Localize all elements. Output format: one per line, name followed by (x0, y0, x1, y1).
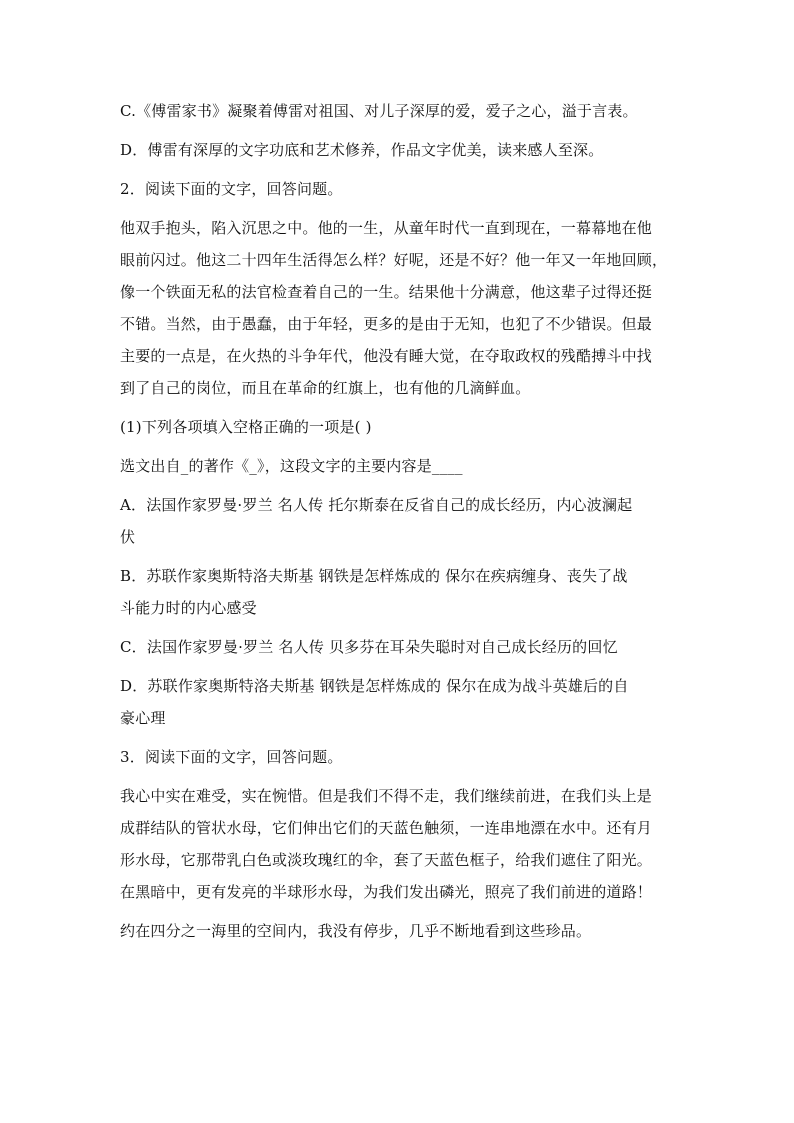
question-2-option-c (120, 631, 680, 663)
text-line: 约在四分之一海里的空间内，我没有停步，几乎不断地看到这些珍品。 (120, 922, 592, 940)
question-2-passage (120, 212, 680, 404)
text-line: (1)下列各项填入空格正确的一项是( ) (120, 418, 372, 436)
option-c-q1 (120, 95, 680, 127)
text-line: 在黑暗中，更有发亮的半球形水母，为我们发出磷光，照亮了我们前进的道路！ (120, 883, 653, 901)
question-2-stem (120, 450, 680, 482)
document-page (120, 95, 680, 954)
question-2-option-b (120, 560, 680, 624)
text-line: 成群结队的管状水母，它们伸出它们的天蓝色触须，一连串地漂在水中。还有月 (120, 819, 653, 837)
text-line: 眼前闪过。他这二十四年生活得怎么样？好呢，还是不好？他一年又一年地回顾， (120, 251, 668, 269)
text-line: C．法国作家罗曼·罗兰 名人传 贝多芬在耳朵失聪时对自己成长经历的回忆 (120, 638, 618, 656)
question-3-passage-continued (120, 915, 680, 947)
question-2-heading (120, 173, 680, 205)
text-line: 选文出自_的著作《_》，这段文字的主要内容是____ (120, 457, 463, 475)
text-line: 形水母，它那带乳白色或淡玫瑰红的伞，套了天蓝色框子，给我们遮住了阳光。 (120, 851, 653, 869)
text-line: D．苏联作家奥斯特洛夫斯基 钢铁是怎样炼成的 保尔在成为战斗英雄后的自 (120, 677, 629, 695)
question-3-heading (120, 741, 680, 773)
text-line: 他双手抱头，陷入沉思之中。他的一生，从童年时代一直到现在，一幕幕地在他 (120, 219, 653, 237)
text-line: 伏 (120, 528, 136, 546)
text-line: B．苏联作家奥斯特洛夫斯基 钢铁是怎样炼成的 保尔在疾病缠身、丧失了战 (120, 567, 628, 585)
text-line: 主要的一点是，在火热的斗争年代，他没有睡大觉，在夺取政权的残酷搏斗中找 (120, 347, 653, 365)
question-3-passage (120, 780, 680, 908)
text-line: 斗能力时的内心感受 (120, 599, 257, 617)
text-line: 不错。当然，由于愚蠢，由于年轻，更多的是由于无知，也犯了不少错误。但最 (120, 315, 653, 333)
text-line: 2．阅读下面的文字，回答问题。 (120, 180, 343, 198)
question-2-sub-1 (120, 411, 680, 443)
text-line: D．傅雷有深厚的文字功底和艺术修养，作品文字优美，读来感人至深。 (120, 141, 604, 159)
option-d-q1 (120, 134, 680, 166)
text-line: 我心中实在难受，实在惋惜。但是我们不得不走，我们继续前进，在我们头上是 (120, 787, 653, 805)
text-line: 3．阅读下面的文字，回答问题。 (120, 748, 343, 766)
question-2-option-d (120, 670, 680, 734)
text-line: C.《傅雷家书》凝聚着傅雷对祖国、对儿子深厚的爱，爱子之心，溢于言表。 (120, 102, 638, 120)
question-2-option-a (120, 489, 680, 553)
text-line: A．法国作家罗曼·罗兰 名人传 托尔斯泰在反省自己的成长经历，内心波澜起 (120, 496, 633, 514)
text-line: 像一个铁面无私的法官检查着自己的一生。结果他十分满意，他这辈子过得还挺 (120, 283, 653, 301)
text-line: 豪心理 (120, 709, 166, 727)
text-line: 到了自己的岗位，而且在革命的红旗上，也有他的几滴鲜血。 (120, 379, 531, 397)
